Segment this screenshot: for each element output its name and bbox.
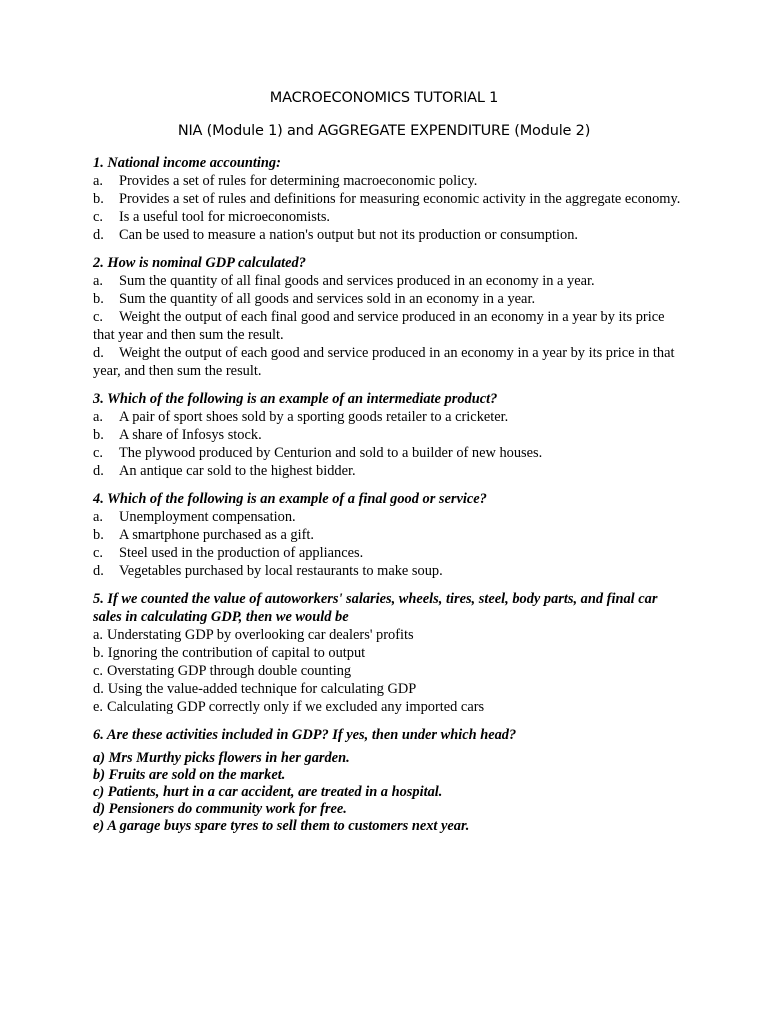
option-letter: c. — [93, 663, 103, 679]
question-title: 3. Which of the following is an example of an intermediate product? — [93, 391, 498, 407]
option-text: Provides a set of rules for determining macroeconomic policy. — [119, 173, 478, 189]
option-text: Using the value-added technique for calculating GDP — [107, 681, 417, 697]
option-letter: a. — [93, 273, 103, 289]
option-text: A pair of sport shoes sold by a sporting goods retailer to a cricketer. — [119, 409, 509, 425]
option-text: Vegetables purchased by local restaurants to make soup. — [119, 563, 443, 579]
option — [93, 562, 683, 580]
option-letter: a. — [93, 627, 103, 643]
question-2 — [93, 254, 683, 380]
option-letter: b. — [93, 191, 104, 207]
option — [93, 626, 683, 644]
document-subtitle: NIA (Module 1) and AGGREGATE EXPENDITURE (Module 2) — [177, 123, 591, 139]
option-letter: c. — [93, 445, 103, 461]
option-text: Steel used in the production of appliances. — [119, 545, 364, 561]
option — [93, 462, 683, 480]
option-text: Weight the output of each good and service produced in an economy in a year by its price in that year, and then sum the result. — [93, 345, 675, 379]
question-title: 6. Are these activities included in GDP? If yes, then under which head? — [93, 727, 517, 743]
question-title: 2. How is nominal GDP calculated? — [93, 255, 306, 271]
option-letter: e. — [93, 699, 103, 715]
option-letter: a. — [93, 173, 103, 189]
option-letter: c. — [93, 209, 103, 225]
option-text: Unemployment compensation. — [119, 509, 296, 525]
question-1 — [93, 154, 683, 244]
option-text: A share of Infosys stock. — [119, 427, 262, 443]
activity-item: a) Mrs Murthy picks flowers in her garden. — [93, 750, 350, 766]
question-title: 4. Which of the following is an example of a final good or service? — [93, 491, 487, 507]
option — [93, 662, 683, 680]
activity-item: e) A garage buys spare tyres to sell them to customers next year. — [93, 818, 470, 834]
option — [93, 544, 683, 562]
option — [93, 190, 683, 208]
option-text: Is a useful tool for microeconomists. — [119, 209, 331, 225]
option-letter: a. — [93, 509, 103, 525]
option-text: Sum the quantity of all goods and services sold in an economy in a year. — [119, 291, 536, 307]
option-text: Weight the output of each final good and service produced in an economy in a year by its price that year and then sum the result. — [93, 309, 665, 343]
activity-item: c) Patients, hurt in a car accident, are treated in a hospital. — [93, 784, 443, 800]
option-letter: d. — [93, 345, 104, 361]
option — [93, 344, 683, 380]
option — [93, 426, 683, 444]
option-letter: c. — [93, 545, 103, 561]
option-text: Ignoring the contribution of capital to output — [107, 645, 366, 661]
questions-body — [93, 154, 683, 845]
option-letter: b. — [93, 291, 104, 307]
option-text: The plywood produced by Centurion and sold to a builder of new houses. — [119, 445, 543, 461]
option — [93, 208, 683, 226]
option-letter: c. — [93, 309, 103, 325]
option-letter: b. — [93, 527, 104, 543]
activity-item: b) Fruits are sold on the market. — [93, 767, 286, 783]
option — [93, 698, 683, 716]
question-4 — [93, 490, 683, 580]
option — [93, 508, 683, 526]
option — [93, 290, 683, 308]
option-text: Provides a set of rules and definitions for measuring economic activity in the aggregate economy. — [119, 191, 681, 207]
option — [93, 444, 683, 462]
option-letter: a. — [93, 409, 103, 425]
option-letter: d. — [93, 227, 104, 243]
question-5 — [93, 590, 683, 716]
option-letter: d. — [93, 563, 104, 579]
option-letter: d. — [93, 681, 104, 697]
activity-item: d) Pensioners do community work for free. — [93, 801, 347, 817]
option — [93, 308, 683, 344]
option-text: A smartphone purchased as a gift. — [119, 527, 315, 543]
option-letter: d. — [93, 463, 104, 479]
option-letter: b. — [93, 427, 104, 443]
question-title: 5. If we counted the value of autoworkers' salaries, wheels, tires, steel, body parts, and final car sales in calculating GDP, then we would be — [93, 591, 658, 625]
activity-list — [93, 750, 683, 835]
option-letter: b. — [93, 645, 104, 661]
option-text: Understating GDP by overlooking car dealers' profits — [107, 627, 414, 643]
option-text: An antique car sold to the highest bidder. — [119, 463, 356, 479]
option-text: Sum the quantity of all final goods and services produced in an economy in a year. — [119, 273, 595, 289]
option-text: Can be used to measure a nation's output but not its production or consumption. — [119, 227, 579, 243]
option-text: Overstating GDP through double counting — [107, 663, 352, 679]
option — [93, 172, 683, 190]
document-title: MACROECONOMICS TUTORIAL 1 — [269, 90, 499, 106]
question-6 — [93, 726, 683, 835]
question-title: 1. National income accounting: — [93, 155, 281, 171]
option — [93, 408, 683, 426]
question-3 — [93, 390, 683, 480]
option — [93, 526, 683, 544]
option — [93, 272, 683, 290]
option — [93, 226, 683, 244]
option-text: Calculating GDP correctly only if we excluded any imported cars — [107, 699, 485, 715]
option — [93, 644, 683, 662]
option — [93, 680, 683, 698]
